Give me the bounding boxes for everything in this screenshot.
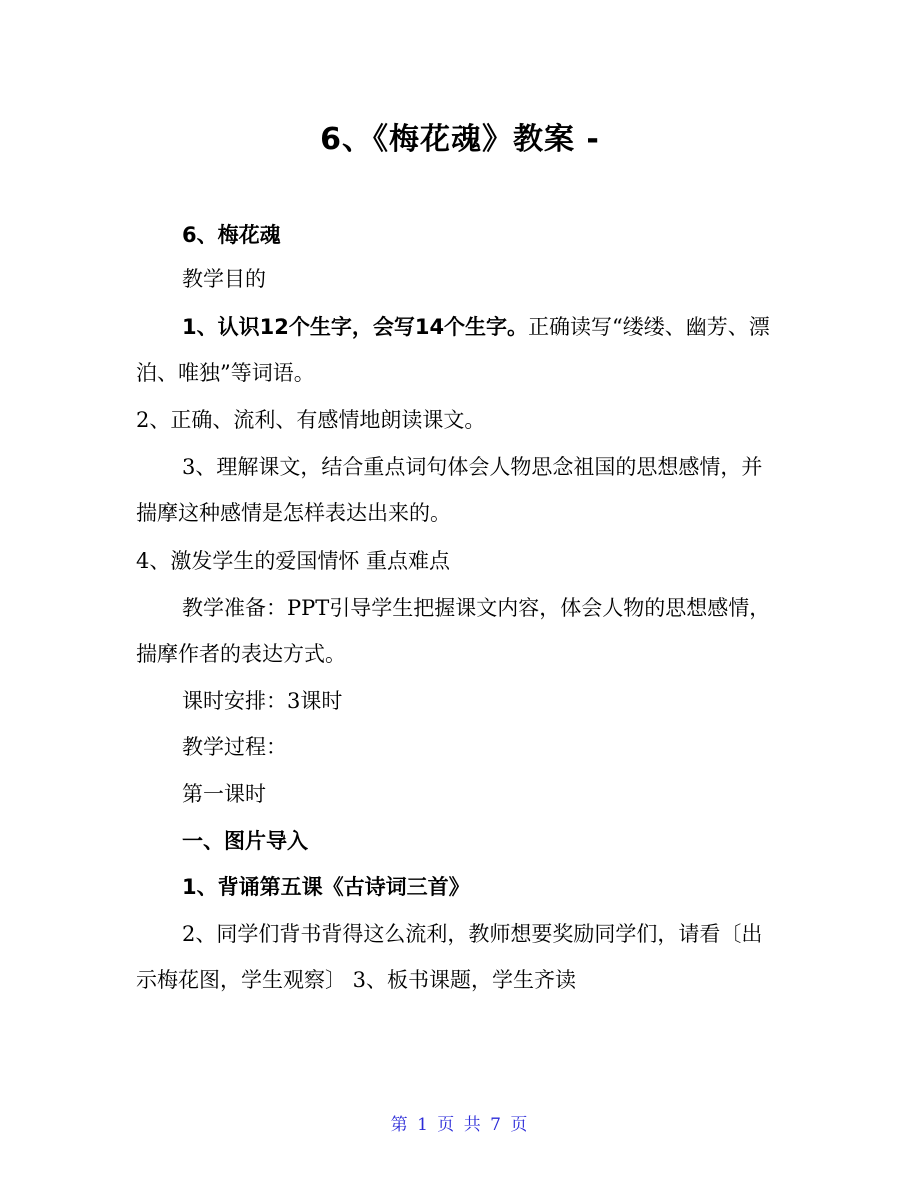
- class-schedule: 课时安排：3课时: [182, 689, 343, 713]
- step-two: 2、同学们背书背得这么流利，教师想要奖励同学们，请看〔出示梅花图，学生观察〕 3、板书课题，学生齐读: [136, 922, 763, 992]
- objective-1: [136, 304, 776, 396]
- lesson-one: 第一课时: [182, 782, 266, 806]
- lesson-heading: 6、梅花魂: [182, 223, 281, 247]
- objective-2: 2、正确、流利、有感情地朗读课文。: [136, 408, 486, 432]
- section-objectives: 教学目的: [182, 267, 266, 291]
- page-footer: 第 1 页 共 7 页: [390, 1115, 530, 1135]
- objective-3: 3、理解课文，结合重点词句体会人物思念祖国的思想感情，并揣摩这种感情是怎样表达出来的。: [136, 455, 763, 525]
- page-title: 6、《梅花魂》教案 -: [320, 122, 600, 157]
- step-one: 1、背诵第五课《古诗词三首》: [182, 875, 470, 899]
- objective-1-bold: 1、认识12个生字，会写14个生字。: [182, 315, 529, 339]
- teaching-preparation: 教学准备：PPT引导学生把握课文内容，体会人物的思想感情，揣摩作者的表达方式。: [136, 596, 771, 666]
- part-one-heading: 一、图片导入: [182, 829, 308, 853]
- objective-4: 4、激发学生的爱国情怀 重点难点: [136, 549, 451, 573]
- objective-1-rest: 正确读写“缕缕、幽芳、漂泊、唯独”等词语。: [136, 315, 770, 385]
- teaching-process: 教学过程：: [182, 735, 287, 759]
